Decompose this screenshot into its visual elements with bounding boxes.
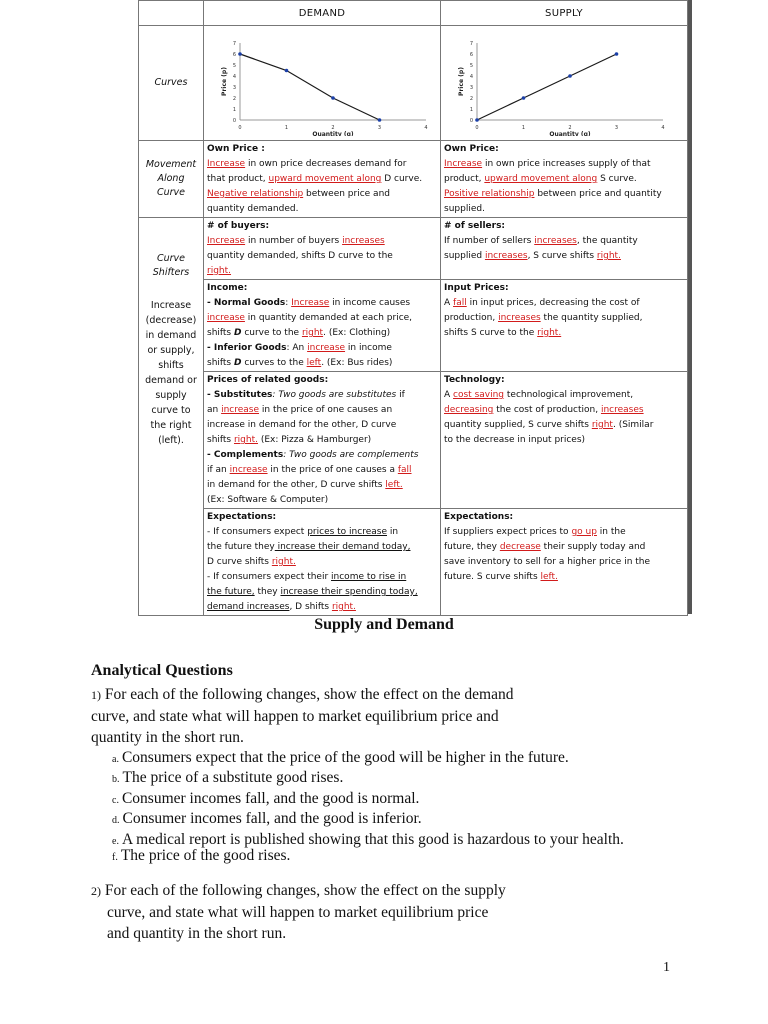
technology-cell: Technology: A cost saving technological improvement, decreasing the cost of production, increases quantity supplied, S curve shifts right. (Similar to the decrease in input prices) <box>441 372 688 509</box>
supply-y-tick-label: 5 <box>469 63 473 69</box>
supply-own-price-cell: Own Price: Increase in own price increases supply of that product, upward movement along S curve. Positive relationship between price and quantity supplied. <box>441 141 688 218</box>
supply-demand-table <box>138 0 688 616</box>
demand-curve-point <box>285 69 289 73</box>
page-edge-bar <box>688 0 692 614</box>
demand-curve-point <box>238 52 242 56</box>
demand-y-tick-label: 7 <box>232 41 236 47</box>
supply-curve-point <box>615 52 619 56</box>
supply-x-tick-label: 3 <box>614 125 619 131</box>
income-cell: Income: - Normal Goods: Increase in income causes increase in quantity demanded at each price, shifts D curve to the right. (Ex: Clothing) - Inferior Goods: An increase in income shifts D curves to the left. (Ex: Bus rides) <box>204 280 441 372</box>
supply-x-tick-label: 0 <box>475 125 479 131</box>
row-label-curves: Curves <box>139 26 204 141</box>
demand-y-tick-label: 1 <box>232 107 236 113</box>
supply-y-tick-label: 2 <box>469 96 473 102</box>
supply-y-tick-label: 0 <box>469 118 473 124</box>
demand-y-axis-label: Price (p) <box>221 67 228 96</box>
demand-y-tick-label: 2 <box>232 96 236 102</box>
demand-expectations-cell: Expectations: - If consumers expect prices to increase in the future they increase their demand today, D curve shifts right. - If consumers expect their income to rise in the future, they increase their spending today, demand increases, D shifts right. <box>204 509 441 616</box>
supply-curve-point <box>475 118 479 122</box>
supply-y-tick-label: 3 <box>469 85 473 91</box>
supply-x-tick-label: 2 <box>568 125 572 131</box>
demand-y-tick-label: 6 <box>232 52 236 58</box>
demand-x-tick-label: 1 <box>284 125 289 131</box>
supply-curve-chart <box>441 26 687 136</box>
demand-x-tick-label: 2 <box>331 125 335 131</box>
row-label-shifters: Curve Shifters Increase (decrease) in demand or supply, shifts demand or supply curve to the right (left). <box>139 218 204 616</box>
supply-y-axis-label: Price (p) <box>458 67 465 96</box>
demand-y-tick-label: 4 <box>232 74 236 80</box>
demand-x-tick-label: 4 <box>424 125 428 131</box>
question-1-item-c: c. Consumer incomes fall, and the good is normal. <box>112 790 420 807</box>
question-1-item-a: a. Consumers expect that the price of the good will be higher in the future. <box>112 749 569 766</box>
supply-y-tick-label: 6 <box>469 52 473 58</box>
supply-curve-line <box>477 54 617 120</box>
demand-y-tick-label: 3 <box>232 85 236 91</box>
input-prices-cell: Input Prices: A fall in input prices, decreasing the cost of production, increases the quantity supplied, shifts S curve to the right. <box>441 280 688 372</box>
demand-curve-point <box>331 96 335 100</box>
demand-x-axis-label: Quantity (q) <box>312 131 354 136</box>
supply-y-tick-label: 1 <box>469 107 473 113</box>
supply-y-tick-label: 4 <box>469 74 473 80</box>
supply-curve-point <box>522 96 526 100</box>
demand-own-price-cell: Own Price : Increase in own price decreases demand for that product, upward movement along D curve. Negative relationship between price and quantity demanded. <box>204 141 441 218</box>
demand-header: DEMAND <box>204 1 441 26</box>
demand-y-tick-label: 0 <box>232 118 236 124</box>
question-1: 1) For each of the following changes, show the effect on the demand curve, and state what will happen to market equilibrium price and quantity in the short run. <box>91 686 514 746</box>
related-goods-cell: Prices of related goods: - Substitutes: Two goods are substitutes if an increase in the price of one causes an increase in demand for the other, D curve shifts right. (Ex: Pizza & Hamburger) - Complements: Two goods are complements if an increase in the price of one causes a fall in demand for the other, D curve shifts left. (Ex: Software & Computer) <box>204 372 441 509</box>
demand-curve-point <box>378 118 382 122</box>
supply-y-tick-label: 7 <box>469 41 473 47</box>
shifters-note: Increase (decrease) in demand or supply, shifts demand or supply curve to the right (left). <box>145 300 197 446</box>
sellers-cell: # of sellers: If number of sellers increases, the quantity supplied increases, S curve shifts right. <box>441 218 688 280</box>
supply-x-axis-label: Quantity (q) <box>549 131 591 136</box>
supply-header: SUPPLY <box>441 1 688 26</box>
question-1-item-d: d. Consumer incomes fall, and the good is inferior. <box>112 810 422 827</box>
question-1-item-b: b. The price of a substitute good rises. <box>112 769 344 786</box>
document-title: Supply and Demand <box>314 616 454 633</box>
corner-cell <box>139 1 204 26</box>
page-number: 1 <box>663 960 670 975</box>
supply-x-tick-label: 4 <box>661 125 665 131</box>
question-1-item-e: e. A medical report is published showing that this good is hazardous to your health. <box>112 831 624 848</box>
demand-y-tick-label: 5 <box>232 63 236 69</box>
supply-x-tick-label: 1 <box>521 125 526 131</box>
demand-x-tick-label: 0 <box>238 125 242 131</box>
demand-curve-cell <box>204 26 441 141</box>
question-2: 2) For each of the following changes, show the effect on the supply curve, and state what will happen to market equilibrium price and quantity in the short run. <box>91 882 506 942</box>
demand-x-tick-label: 3 <box>377 125 382 131</box>
supply-curve-point <box>568 74 572 78</box>
row-label-movement: Movement Along Curve <box>139 141 204 218</box>
analytical-questions-heading: Analytical Questions <box>91 662 233 679</box>
buyers-cell: # of buyers: Increase in number of buyers increases quantity demanded, shifts D curve to the right. <box>204 218 441 280</box>
supply-curve-cell <box>441 26 688 141</box>
question-1-item-f: f. The price of the good rises. <box>112 847 291 864</box>
demand-curve-line <box>240 54 380 120</box>
demand-curve-chart <box>204 26 440 136</box>
supply-expectations-cell: Expectations: If suppliers expect prices to go up in the future, they decrease their supply today and save inventory to sell for a higher price in the future. S curve shifts left. <box>441 509 688 616</box>
